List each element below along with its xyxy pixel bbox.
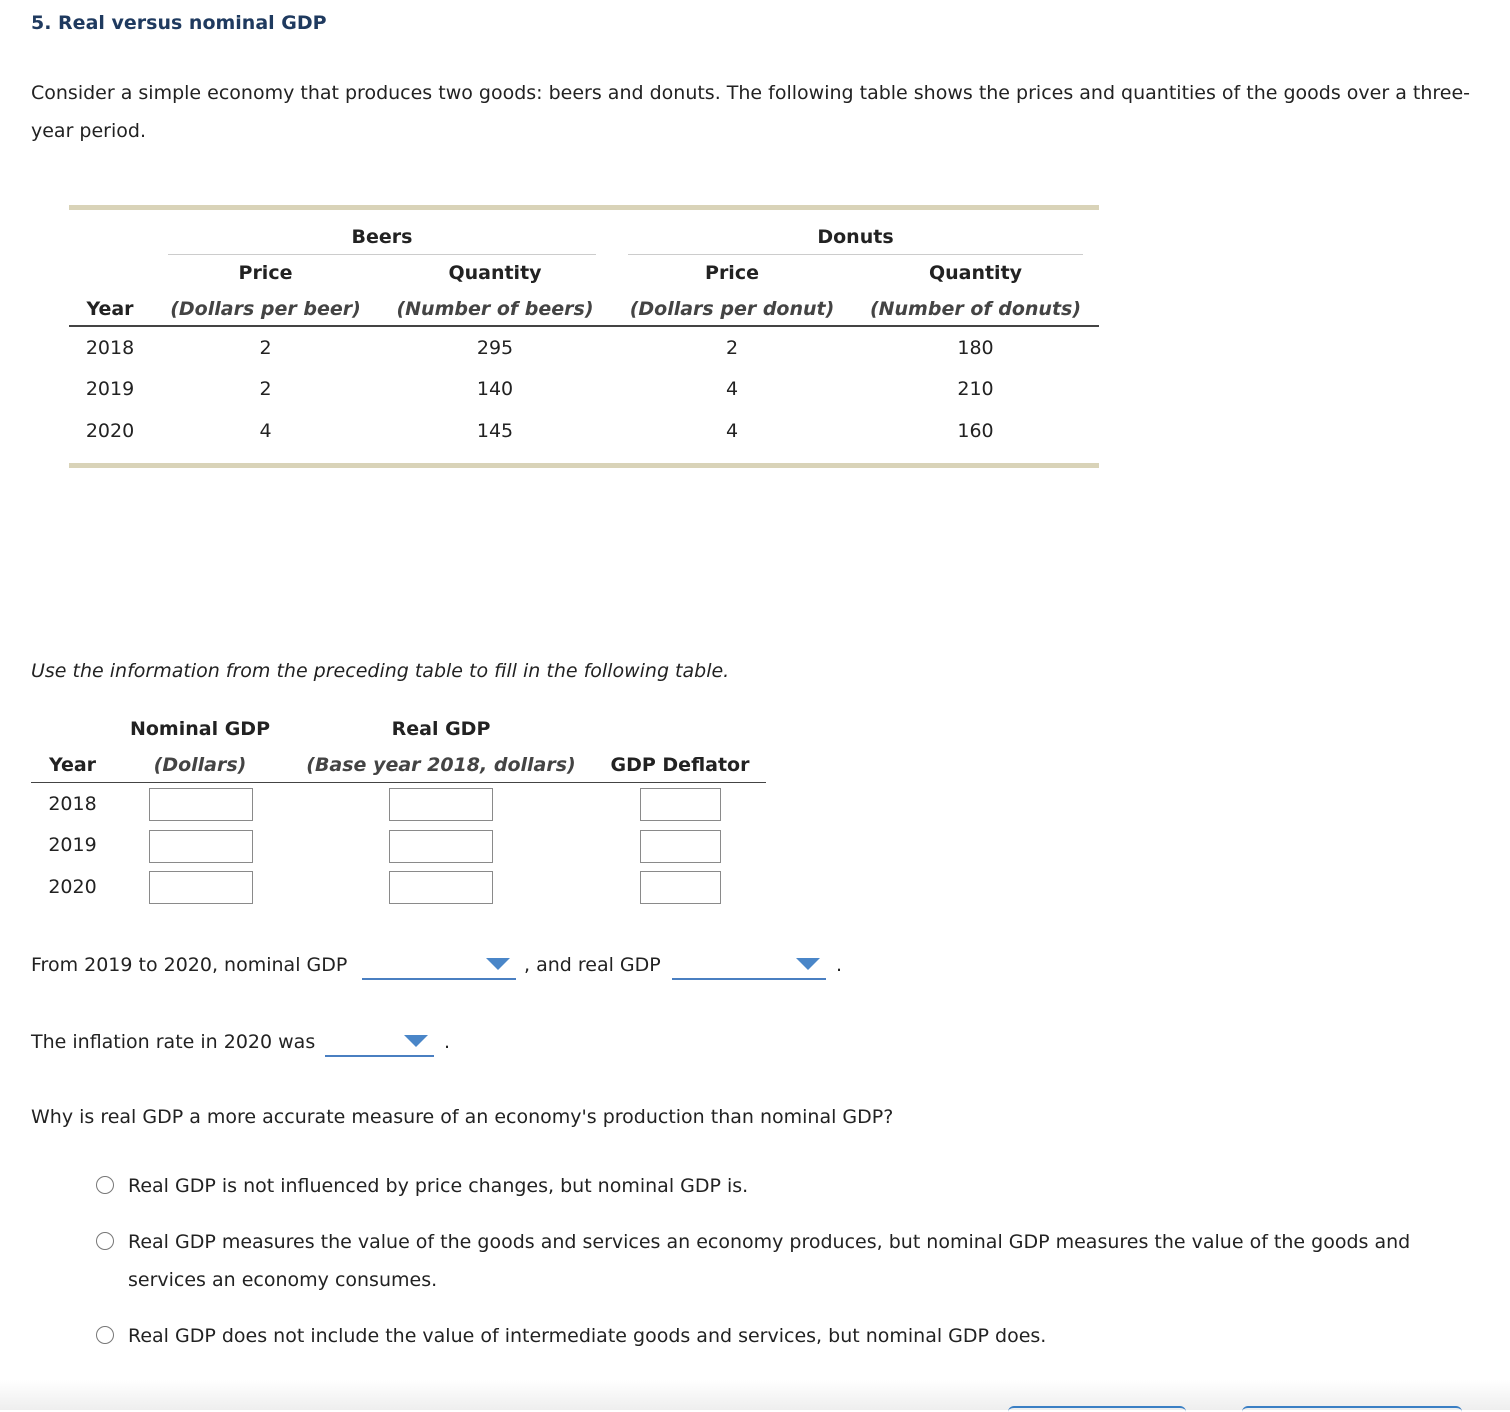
beer-price-header: Price xyxy=(238,262,293,284)
table-bottom-rule xyxy=(69,463,1099,468)
nominal-gdp-change-dropdown[interactable] xyxy=(362,952,516,980)
instruction-text: Use the information from the preceding table to fill in the following table. xyxy=(31,660,730,682)
real-gdp-2020-input[interactable] xyxy=(389,871,493,904)
donut-quantity-header: Quantity xyxy=(928,262,1023,284)
donut-price-header: Price xyxy=(705,262,759,284)
nominal-gdp-2019-input[interactable] xyxy=(149,830,253,863)
table-cell: 4 xyxy=(725,420,739,442)
intro-text: Consider a simple economy that produces two goods: beers and donuts. The following table shows the prices and quantities of the goods over a three-year period. xyxy=(31,82,1471,142)
real-gdp-2019-input[interactable] xyxy=(389,830,493,863)
radio-option-2[interactable] xyxy=(96,1232,114,1250)
donut-quantity-unit: (Number of donuts) xyxy=(869,298,1082,320)
table-cell: 4 xyxy=(725,378,739,400)
nominal-gdp-unit: (Dollars) xyxy=(153,754,247,776)
page-title: 5. Real versus nominal GDP xyxy=(31,12,327,34)
real-gdp-sentence: , and real GDP xyxy=(524,954,661,976)
chevron-down-icon xyxy=(796,958,820,970)
table-cell: 2 xyxy=(259,337,272,359)
table-cell: 2 xyxy=(259,378,272,400)
beer-price-unit: (Dollars per beer) xyxy=(170,298,361,320)
table-cell: 2020 xyxy=(85,420,135,442)
table-cell: 2019 xyxy=(48,834,97,856)
table-cell: 140 xyxy=(476,378,514,400)
table-cell: 2020 xyxy=(48,876,97,898)
real-gdp-2018-input[interactable] xyxy=(389,788,493,821)
nominal-gdp-2020-input[interactable] xyxy=(149,871,253,904)
table-cell: 210 xyxy=(957,378,994,400)
gdp-deflator-2020-input[interactable] xyxy=(640,871,721,904)
beers-group-underline xyxy=(168,254,596,255)
header-divider-2 xyxy=(31,782,766,783)
nominal-gdp-2018-input[interactable] xyxy=(149,788,253,821)
table-cell: 2018 xyxy=(48,793,97,815)
toolbar-button-right[interactable] xyxy=(1242,1406,1462,1412)
beers-group-header: Beers xyxy=(351,226,413,248)
inflation-sentence: The inflation rate in 2020 was xyxy=(31,1031,316,1053)
chevron-down-icon xyxy=(404,1035,428,1047)
radio-option-1[interactable] xyxy=(96,1176,114,1194)
table-cell: 145 xyxy=(476,420,514,442)
donut-price-unit: (Dollars per donut) xyxy=(629,298,835,320)
gdp-deflator-header: GDP Deflator xyxy=(610,754,750,776)
table-cell: 2019 xyxy=(85,378,135,400)
year-header: Year xyxy=(86,298,134,320)
radio-option-3[interactable] xyxy=(96,1326,114,1344)
table-cell: 160 xyxy=(957,420,994,442)
donuts-group-underline xyxy=(628,254,1083,255)
inflation-rate-dropdown[interactable] xyxy=(325,1029,434,1057)
option-2-label[interactable]: Real GDP measures the value of the goods and services an economy produces, but nominal GDP measures the value of the goods and services an economy consumes. xyxy=(128,1231,1411,1291)
sentence-period: . xyxy=(444,1031,451,1053)
table-cell: 295 xyxy=(476,337,514,359)
real-gdp-header: Real GDP xyxy=(391,718,491,740)
sentence-period: . xyxy=(836,954,843,976)
table-top-rule xyxy=(69,205,1099,210)
table-cell: 2018 xyxy=(85,337,135,359)
year-header-2: Year xyxy=(48,754,97,776)
table-cell: 180 xyxy=(957,337,994,359)
real-gdp-unit: (Base year 2018, dollars) xyxy=(306,754,576,776)
question-text: Why is real GDP a more accurate measure of an economy's production than nominal GDP? xyxy=(31,1106,894,1128)
table-cell: 4 xyxy=(259,420,272,442)
real-gdp-change-dropdown[interactable] xyxy=(672,952,826,980)
gdp-deflator-2018-input[interactable] xyxy=(640,788,721,821)
table-cell: 2 xyxy=(725,337,739,359)
gdp-deflator-2019-input[interactable] xyxy=(640,830,721,863)
beer-quantity-header: Quantity xyxy=(448,262,542,284)
beer-quantity-unit: (Number of beers) xyxy=(396,298,594,320)
toolbar-button-left[interactable] xyxy=(1008,1406,1186,1412)
nominal-gdp-header: Nominal GDP xyxy=(129,718,271,740)
option-3-label[interactable]: Real GDP does not include the value of intermediate goods and services, but nominal GDP does. xyxy=(128,1325,1047,1347)
chevron-down-icon xyxy=(486,958,510,970)
header-divider xyxy=(69,325,1099,327)
nominal-gdp-sentence: From 2019 to 2020, nominal GDP xyxy=(31,954,348,976)
option-1-label[interactable]: Real GDP is not influenced by price changes, but nominal GDP is. xyxy=(128,1175,749,1197)
donuts-group-header: Donuts xyxy=(817,226,894,248)
